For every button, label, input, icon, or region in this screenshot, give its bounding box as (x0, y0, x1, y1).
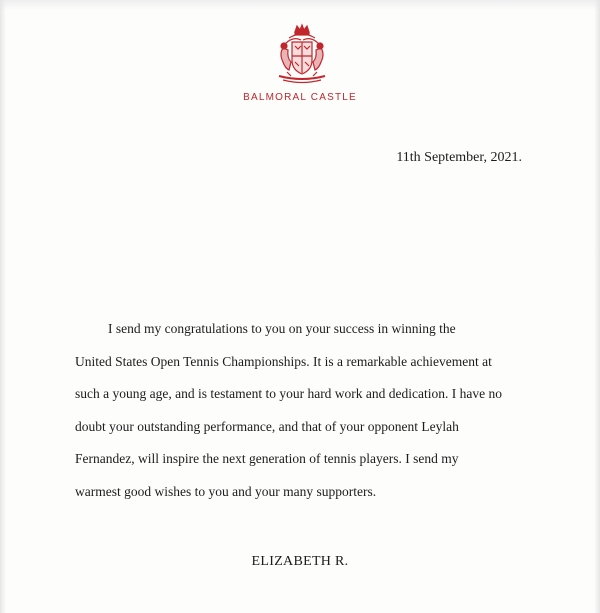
body-line: Fernandez, will inspire the next generation of tennis players. I send my (75, 451, 459, 466)
signature: ELIZABETH R. (251, 554, 349, 569)
body-line: warmest good wishes to you and your many supporters. (75, 483, 377, 499)
body-line: doubt your outstanding performance, and that of your opponent Leylah (75, 418, 459, 434)
body-line: such a young age, and is testament to your hard work and dedication. I have no (75, 386, 503, 401)
letter-body (75, 313, 545, 508)
royal-coat-of-arms-icon (271, 22, 333, 86)
letterhead-castle-name: BALMORAL CASTLE (243, 92, 357, 103)
letter-date: 11th September, 2021. (396, 150, 522, 165)
body-line: I send my congratulations to you on your success in winning the (108, 321, 456, 336)
body-line: United States Open Tennis Championships. It is a remarkable achievement at (75, 353, 492, 369)
scan-top-shadow (0, 0, 600, 10)
